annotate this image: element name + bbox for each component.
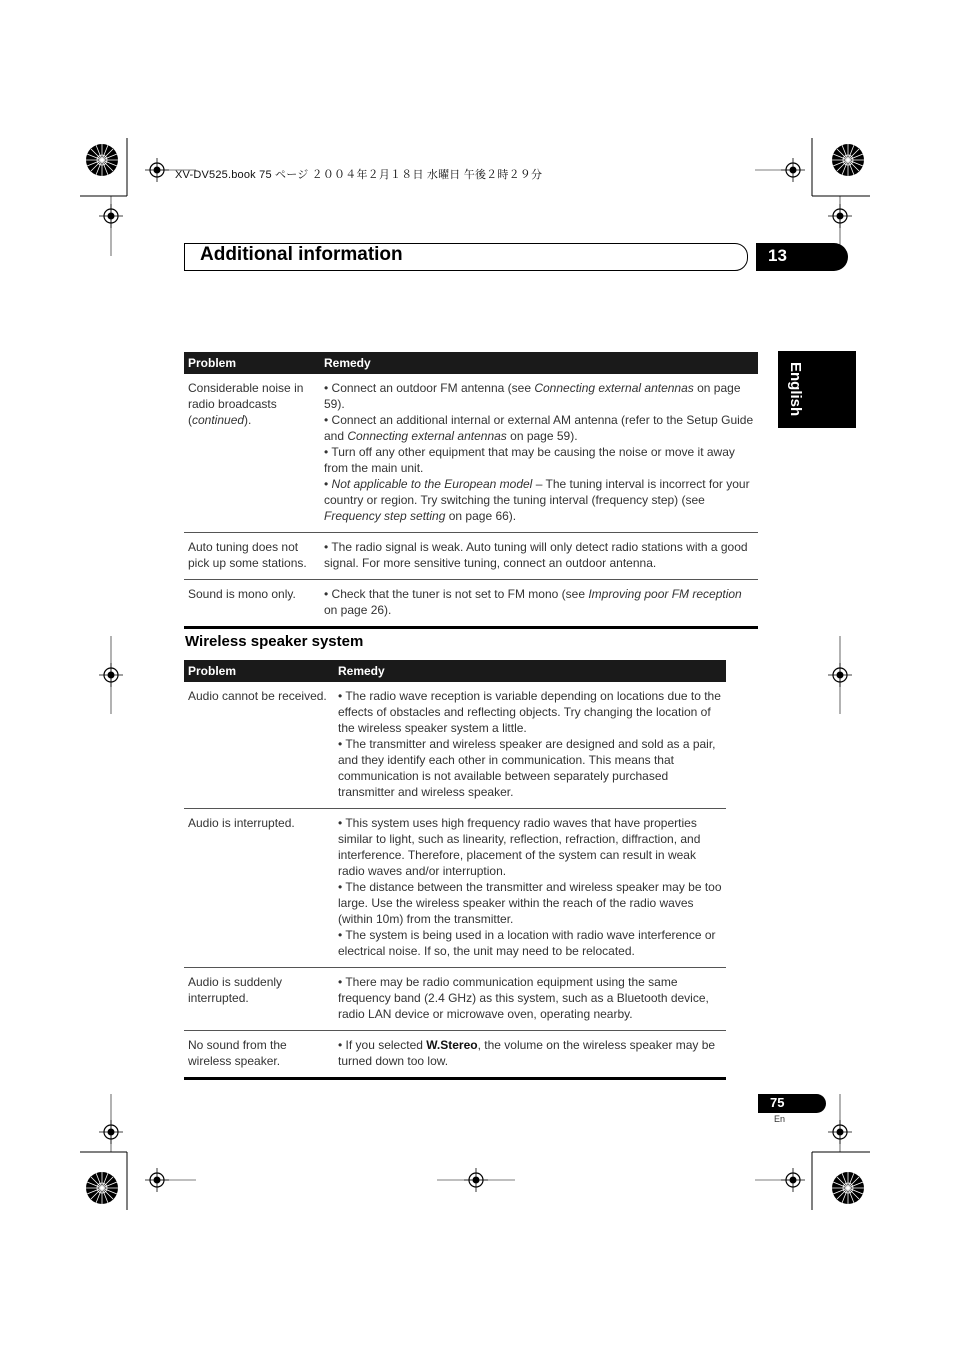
table-row xyxy=(184,968,726,1031)
table-row xyxy=(184,533,758,580)
file-info-line: XV-DV525.book 75 ページ ２００４年２月１８日 水曜日 午後２時２９分 xyxy=(175,169,543,181)
column-header-problem: Problem xyxy=(184,660,334,682)
wireless-troubleshooting-table xyxy=(184,660,726,1080)
table-row xyxy=(184,374,758,533)
table-row xyxy=(184,580,758,628)
page-title: Additional information xyxy=(200,244,403,265)
remedy-cell: • Check that the tuner is not set to FM mono (see Improving poor FM reception on page 26). xyxy=(320,580,758,628)
table-row xyxy=(184,1031,726,1079)
chapter-number: 13 xyxy=(768,246,787,265)
remedy-cell: • The radio signal is weak. Auto tuning will only detect radio stations with a good signal. For more sensitive tuning, connect an outdoor antenna. xyxy=(320,533,758,580)
tuner-troubleshooting-table xyxy=(184,352,758,629)
remedy-cell: • The radio wave reception is variable depending on locations due to the effects of obstacles and reflecting objects. Try changing the location of the wireless speaker system a little. • The transmitter and wireless speaker are designed and sold as a pair, and they identify each other in communication. This means that communication is not available between separately purchased transmitter and wireless speaker. xyxy=(334,682,726,809)
page-number: 75 xyxy=(770,1095,785,1110)
section-heading-wireless: Wireless speaker system xyxy=(185,633,364,650)
problem-cell: Considerable noise in radio broadcasts (continued). xyxy=(184,374,320,533)
column-header-remedy: Remedy xyxy=(334,660,726,682)
problem-cell: Audio cannot be received. xyxy=(184,682,334,809)
table-row xyxy=(184,809,726,968)
language-tab-label: English xyxy=(787,362,804,417)
problem-cell: Audio is interrupted. xyxy=(184,809,334,968)
page-number-badge xyxy=(758,1094,826,1113)
problem-cell: Sound is mono only. xyxy=(184,580,320,628)
problem-cell: Auto tuning does not pick up some stations. xyxy=(184,533,320,580)
column-header-remedy: Remedy xyxy=(320,352,758,374)
table-row xyxy=(184,682,726,809)
problem-cell: Audio is suddenly interrupted. xyxy=(184,968,334,1031)
page-language-code: En xyxy=(774,1114,786,1124)
remedy-cell: • Connect an outdoor FM antenna (see Connecting external antennas on page 59). • Connect an additional internal or external AM antenna (refer to the Setup Guide and Connecting external antennas on page 59). • Turn off any other equipment that may be causing the noise or move it away from the main unit. • Not applicable to the European model – The tuning interval is incorrect for your country or region. Try switching the tuning interval (frequency step) (see Frequency step setting on page 66). xyxy=(320,374,758,533)
problem-cell: No sound from the wireless speaker. xyxy=(184,1031,334,1079)
remedy-cell: • There may be radio communication equipment using the same frequency band (2.4 GHz) as this system, such as a Bluetooth device, radio LAN device or microwave oven, operating nearby. xyxy=(334,968,726,1031)
column-header-problem: Problem xyxy=(184,352,320,374)
remedy-cell: • If you selected W.Stereo, the volume on the wireless speaker may be turned down too low. xyxy=(334,1031,726,1079)
remedy-cell: • This system uses high frequency radio waves that have properties similar to light, such as linearity, reflection, refraction, diffraction, and interference. Therefore, placement of the system can result in weak radio waves and/or interruption. • The distance between the transmitter and wireless speaker may be too large. Use the wireless speaker within the reach of the radio waves (within 10m) from the transmitter. • The system is being used in a location with radio wave interference or electrical noise. If so, the unit may need to be relocated. xyxy=(334,809,726,968)
